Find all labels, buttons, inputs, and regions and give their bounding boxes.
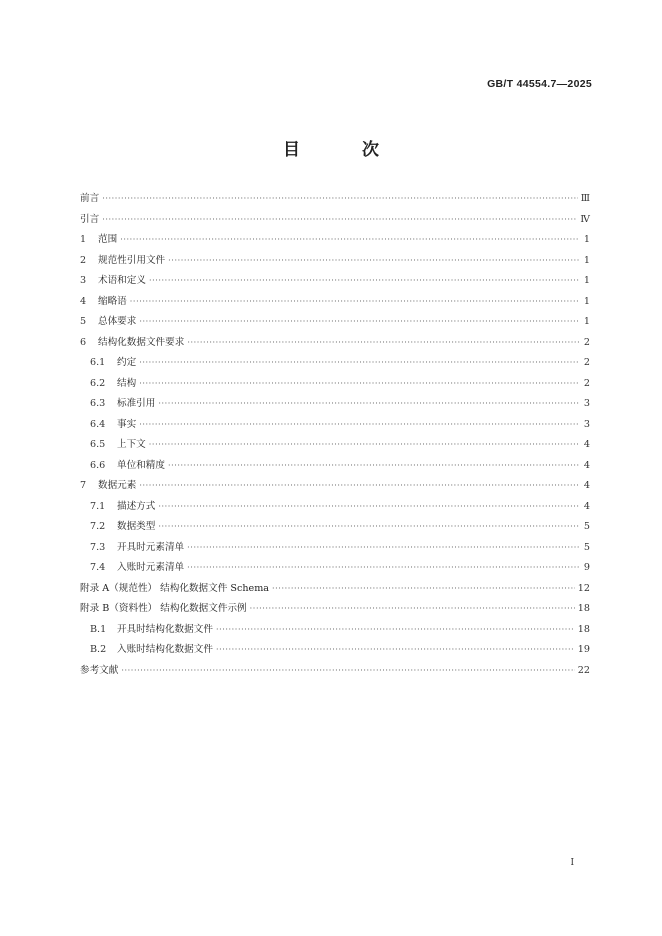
toc-entry-title: 附录 A（规范性） 结构化数据文件 Schema	[80, 582, 270, 594]
toc-entry-number: 6	[80, 336, 87, 348]
toc-dot-leader	[272, 579, 575, 600]
toc-entry[interactable]	[80, 640, 590, 661]
toc-dot-leader	[139, 374, 579, 395]
toc-entry-number: 6.5	[90, 439, 106, 450]
toc-entry-page: 19	[577, 644, 590, 655]
toc-entry-title: 附录 B（资料性） 结构化数据文件示例	[80, 603, 247, 614]
toc-entry[interactable]	[80, 251, 590, 272]
toc-entry-title: 结构化数据文件要求	[98, 336, 185, 348]
toc-entry-page: 1	[583, 275, 590, 286]
toc-dot-leader	[187, 538, 579, 559]
toc-entry-number: 6.3	[90, 398, 106, 409]
toc-entry[interactable]	[80, 558, 590, 579]
toc-entry-title: 入账时结构化数据文件	[117, 644, 213, 655]
toc-entry-number: 7.3	[90, 541, 106, 553]
toc-entry-title: 总体要求	[98, 316, 137, 327]
toc-entry[interactable]	[80, 210, 590, 231]
page-title: 目 次	[283, 140, 407, 160]
toc-dot-leader	[139, 353, 579, 374]
toc-entry-page: 1	[583, 295, 590, 307]
toc-dot-leader	[120, 230, 579, 251]
toc-entry-title: 前言	[80, 193, 100, 204]
toc-dot-leader	[102, 189, 578, 210]
toc-entry[interactable]	[80, 312, 590, 333]
toc-dot-leader	[216, 620, 575, 641]
toc-entry[interactable]	[80, 620, 590, 641]
toc-entry-title: 单位和精度	[117, 459, 165, 471]
toc-entry-page: 4	[583, 500, 590, 512]
toc-entry-title: 数据元素	[98, 480, 137, 491]
toc-entry-title: 结构	[117, 377, 137, 389]
toc-entry[interactable]	[80, 394, 590, 415]
toc-entry-page: 5	[583, 541, 590, 553]
toc-dot-leader	[130, 292, 579, 313]
toc-entry-title: 描述方式	[117, 500, 156, 512]
toc-entry-page: 1	[583, 254, 590, 266]
toc-entry-page: Ⅳ	[580, 213, 590, 225]
toc-entry[interactable]	[80, 415, 590, 436]
toc-entry-page: 22	[577, 664, 590, 676]
toc-entry-page: 2	[583, 336, 590, 348]
toc-dot-leader	[139, 476, 579, 497]
toc-entry-title: 规范性引用文件	[98, 254, 166, 266]
toc-entry-number: 2	[80, 254, 87, 266]
toc-dot-leader	[158, 394, 579, 415]
toc-dot-leader	[158, 497, 579, 518]
toc-entry[interactable]	[80, 374, 590, 395]
toc-entry-page: Ⅲ	[580, 193, 590, 204]
toc-entry[interactable]	[80, 271, 590, 292]
toc-entry-title: 标准引用	[117, 398, 156, 409]
toc-entry-title: 引言	[80, 213, 100, 225]
toc-entry-title: 数据类型	[117, 521, 156, 532]
toc-entry[interactable]	[80, 353, 590, 374]
toc-dot-leader	[149, 435, 579, 456]
toc-entry[interactable]	[80, 456, 590, 477]
page-number: I	[570, 858, 574, 868]
toc-entry-page: 4	[583, 439, 590, 450]
toc-entry[interactable]	[80, 661, 590, 682]
toc-entry-title: 约定	[117, 357, 137, 368]
toc-dot-leader	[139, 312, 579, 333]
toc-entry-number: 6.6	[90, 459, 106, 471]
toc-dot-leader	[102, 210, 577, 231]
toc-entry-page: 4	[583, 480, 590, 491]
toc-dot-leader	[168, 456, 579, 477]
toc-entry-page: 2	[583, 377, 590, 389]
toc-dot-leader	[149, 271, 579, 292]
toc-entry-page: 5	[583, 521, 590, 532]
toc-entry-title: 开具时元素清单	[117, 541, 185, 553]
toc-entry[interactable]	[80, 292, 590, 313]
standard-code: GB/T 44554.7—2025	[487, 78, 592, 90]
toc-entry[interactable]	[80, 333, 590, 354]
toc-entry-page: 12	[577, 582, 590, 594]
toc-dot-leader	[158, 517, 579, 538]
toc-entry-number: 7.1	[90, 500, 106, 512]
toc-entry[interactable]	[80, 517, 590, 538]
toc-dot-leader	[216, 640, 575, 661]
toc-entry[interactable]	[80, 230, 590, 251]
toc-entry[interactable]	[80, 538, 590, 559]
toc-entry-number: 4	[80, 295, 87, 307]
toc-entry-number: B.2	[90, 644, 107, 655]
toc-entry-number: 7.2	[90, 521, 106, 532]
toc-entry-number: 5	[80, 316, 87, 327]
toc-entry-page: 2	[583, 357, 590, 368]
toc-entry-page: 18	[577, 623, 590, 635]
toc-entry[interactable]	[80, 497, 590, 518]
toc-entry-page: 18	[577, 603, 590, 614]
toc-entry-title: 参考文献	[80, 664, 119, 676]
toc-entry[interactable]	[80, 189, 590, 210]
toc-entry[interactable]	[80, 579, 590, 600]
toc-dot-leader	[168, 251, 579, 272]
toc-dot-leader	[121, 661, 574, 682]
toc-entry-title: 事实	[117, 418, 137, 430]
toc-entry-title: 入账时元素清单	[117, 562, 185, 573]
toc-entry[interactable]	[80, 476, 590, 497]
toc-entry-page: 1	[583, 316, 590, 327]
toc-entry-title: 缩略语	[98, 295, 127, 307]
toc-entry-number: B.1	[90, 623, 107, 635]
toc-entry-title: 上下文	[117, 439, 146, 450]
toc-dot-leader	[250, 599, 575, 620]
toc-entry-page: 1	[583, 234, 590, 245]
toc-entry-number: 6.1	[90, 357, 106, 368]
toc-entry-number: 3	[80, 275, 87, 286]
toc-entry-number: 1	[80, 234, 87, 245]
toc-entry-page: 3	[583, 418, 590, 430]
toc-entry[interactable]	[80, 599, 590, 620]
toc-entry[interactable]	[80, 435, 590, 456]
toc-entry-number: 6.2	[90, 377, 106, 389]
toc-entry-number: 6.4	[90, 418, 106, 430]
toc-dot-leader	[187, 333, 579, 354]
toc-dot-leader	[139, 415, 579, 436]
table-of-contents	[80, 189, 590, 681]
toc-entry-number: 7	[80, 480, 87, 491]
toc-entry-title: 术语和定义	[98, 275, 146, 286]
toc-entry-number: 7.4	[90, 562, 106, 573]
toc-entry-title: 范围	[98, 234, 118, 245]
toc-entry-page: 9	[583, 562, 590, 573]
toc-entry-page: 4	[583, 459, 590, 471]
toc-entry-title: 开具时结构化数据文件	[117, 623, 213, 635]
toc-entry-page: 3	[583, 398, 590, 409]
toc-dot-leader	[187, 558, 579, 579]
